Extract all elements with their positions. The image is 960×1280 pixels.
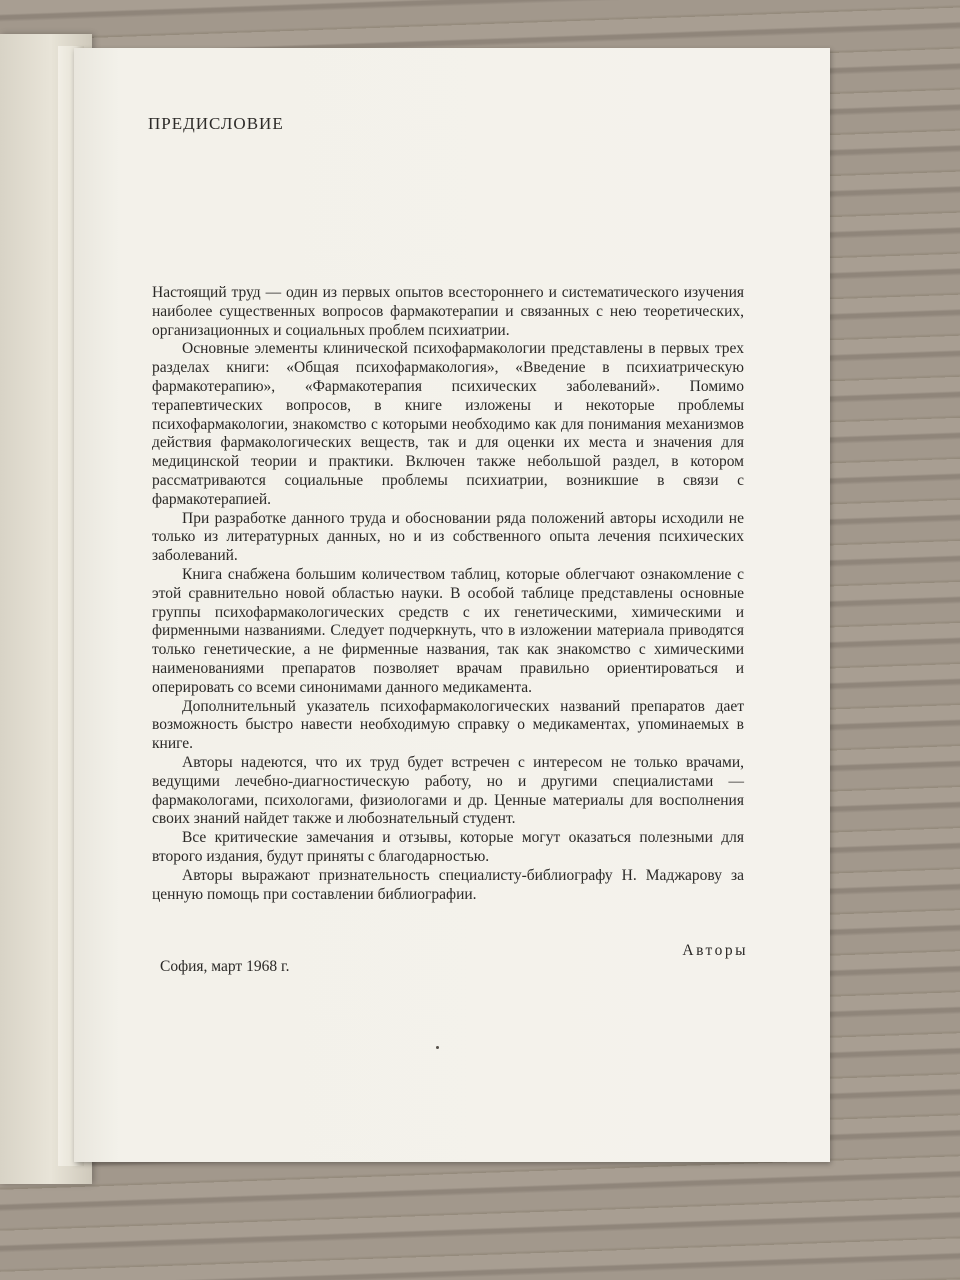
paragraph: Дополнительный указатель психофармакологических названий препаратов дает возможность быстро навести необходимую справку о медикаментах, упоминаемых в книге. <box>152 697 744 753</box>
preface-body <box>152 284 744 904</box>
paragraph: Основные элементы клинической психофармакологии представлены в первых трех разделах книги: «Общая психофармакология», «Введение в психиатрическую фармакотерапию», «Фармакотерапия психических заболеваний». Помимо терапевтических вопросов, в книге изложены и некоторые проблемы психофармакологии, знакомство с которыми необходимо как для понимания механизмов действия фармакологических веществ, так и для оценки их места и значения для медицинской теории и практики. Включен также небольшой раздел, в котором рассматриваются социальные проблемы психиатрии, возникшие в связи с фармакотерапией. <box>152 340 744 508</box>
paragraph: Настоящий труд — один из первых опытов всестороннего и систематического изучения наиболее существенных вопросов фармакотерапии и связанных с нею теоретических, организационных и социальных проблем психиатрии. <box>152 284 744 339</box>
paper-speck <box>436 1046 439 1049</box>
signature-row <box>160 942 748 976</box>
place-date: София, март 1968 г. <box>160 958 290 975</box>
book-page <box>74 48 830 1162</box>
authors-signature: Авторы <box>682 942 748 959</box>
paragraph: Все критические замечания и отзывы, которые могут оказаться полезными для второго издания, будут приняты с благодарностью. <box>152 829 744 865</box>
paragraph: Авторы выражают признательность специалисту-библиографу Н. Маджарову за ценную помощь при составлении библиографии. <box>152 866 744 903</box>
paragraph: Авторы надеются, что их труд будет встречен с интересом не только врачами, ведущими лечебно-диагностическую работу, но и другими специалистами — фармакологами, психологами, физиологами и др. Ценные материалы для восполнения своих знаний найдет также и любознательный студент. <box>152 753 744 828</box>
paragraph: Книга снабжена большим количеством таблиц, которые облегчают ознакомление с этой сравнительно новой областью науки. В особой таблице представлены основные группы психофармакологических средств с их генетическими, химическими и фирменными названиями. Следует подчеркнуть, что в изложении материала приводятся только генетические, а не фирменные названия, так как знакомство с химическими наименованиями препаратов позволяет врачам правильно ориентироваться и оперировать со всеми синонимами данного медикамента. <box>152 565 744 696</box>
page-title: ПРЕДИСЛОВИЕ <box>148 114 284 133</box>
paragraph: При разработке данного труда и обосновании ряда положений авторы исходили не только из литературных данных, но и из собственного опыта лечения психических заболеваний. <box>152 509 744 565</box>
